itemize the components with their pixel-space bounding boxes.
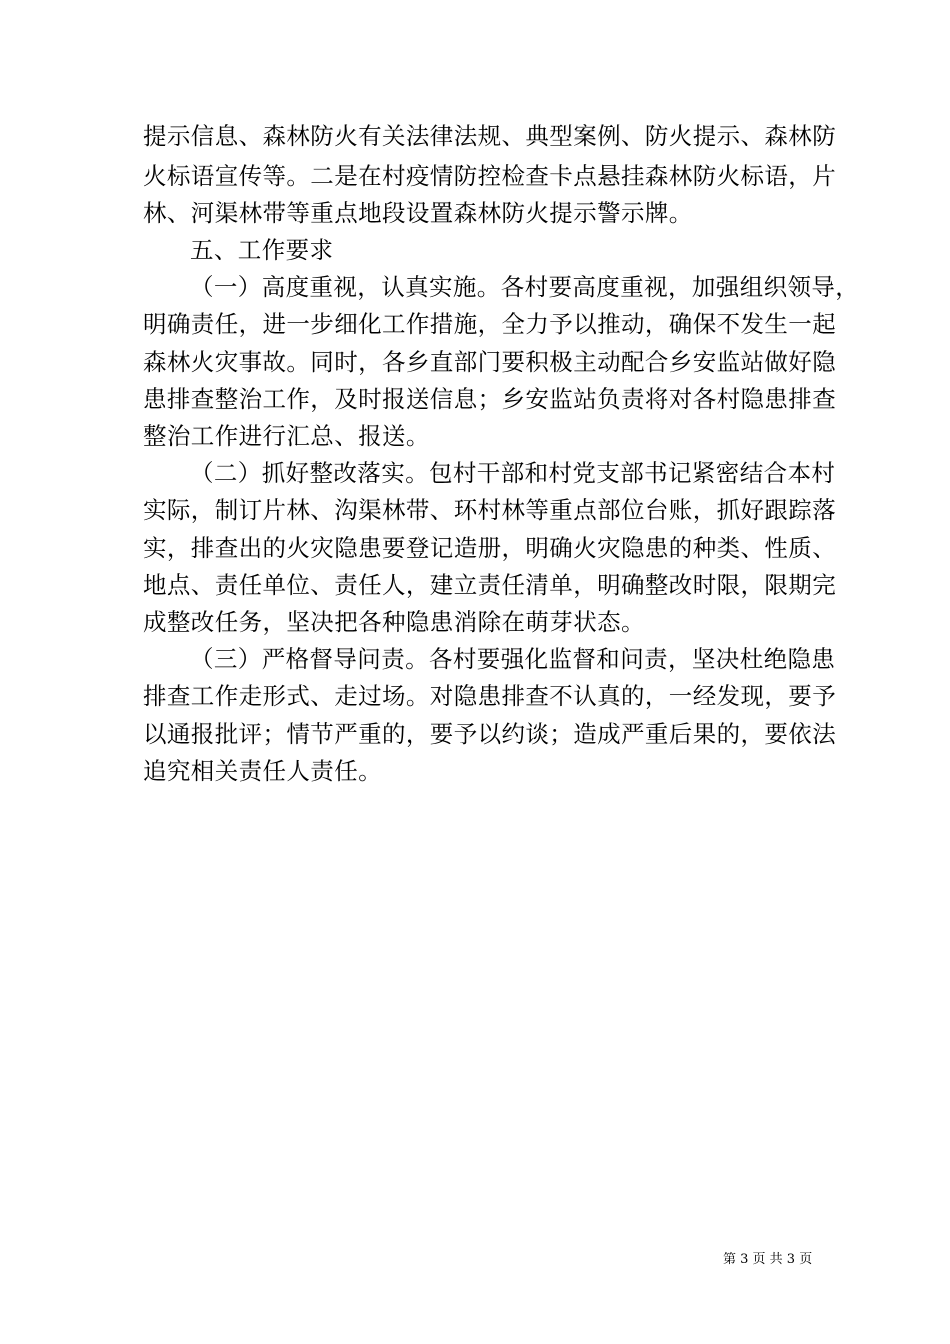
paragraph-line: 明确责任，进一步细化工作措施，全力予以推动，确保不发生一起: [143, 310, 837, 338]
paragraph-line: （一）高度重视，认真实施。各村要高度重视，加强组织领导，: [190, 273, 860, 301]
paragraph-line: （三）严格督导问责。各村要强化监督和问责，坚决杜绝隐患: [190, 645, 836, 673]
paragraph-line: 追究相关责任人责任。: [143, 757, 382, 785]
paragraph-line: 成整改任务，坚决把各种隐患消除在萌芽状态。: [143, 608, 645, 636]
section-heading: 五、工作要求: [190, 236, 334, 264]
paragraph-line: 以通报批评；情节严重的，要予以约谈；造成严重后果的，要依法: [143, 720, 837, 748]
paragraph-line: （二）抓好整改落实。包村干部和村党支部书记紧密结合本村: [190, 459, 836, 487]
paragraph-line: 排查工作走形式、走过场。对隐患排查不认真的，一经发现，要予: [143, 682, 837, 710]
paragraph-line: 实际，制订片林、沟渠林带、环村林等重点部位台账，抓好跟踪落: [143, 496, 837, 524]
paragraph-line: 森林火灾事故。同时，各乡直部门要积极主动配合乡安监站做好隐: [143, 348, 837, 376]
paragraph-line: 火标语宣传等。二是在村疫情防控检查卡点悬挂森林防火标语，片: [143, 162, 837, 190]
paragraph-line: 提示信息、森林防火有关法律法规、典型案例、防火提示、森林防: [143, 122, 837, 150]
paragraph-line: 地点、责任单位、责任人，建立责任清单，明确整改时限，限期完: [143, 571, 837, 599]
paragraph-line: 患排查整治工作，及时报送信息；乡安监站负责将对各村隐患排查: [143, 385, 837, 413]
paragraph-line: 整治工作进行汇总、报送。: [143, 422, 430, 450]
page-footer: 第 3 页 共 3 页: [723, 1252, 813, 1267]
paragraph-line: 实，排查出的火灾隐患要登记造册，明确火灾隐患的种类、性质、: [143, 534, 837, 562]
paragraph-line: 林、河渠林带等重点地段设置森林防火提示警示牌。: [143, 199, 693, 227]
